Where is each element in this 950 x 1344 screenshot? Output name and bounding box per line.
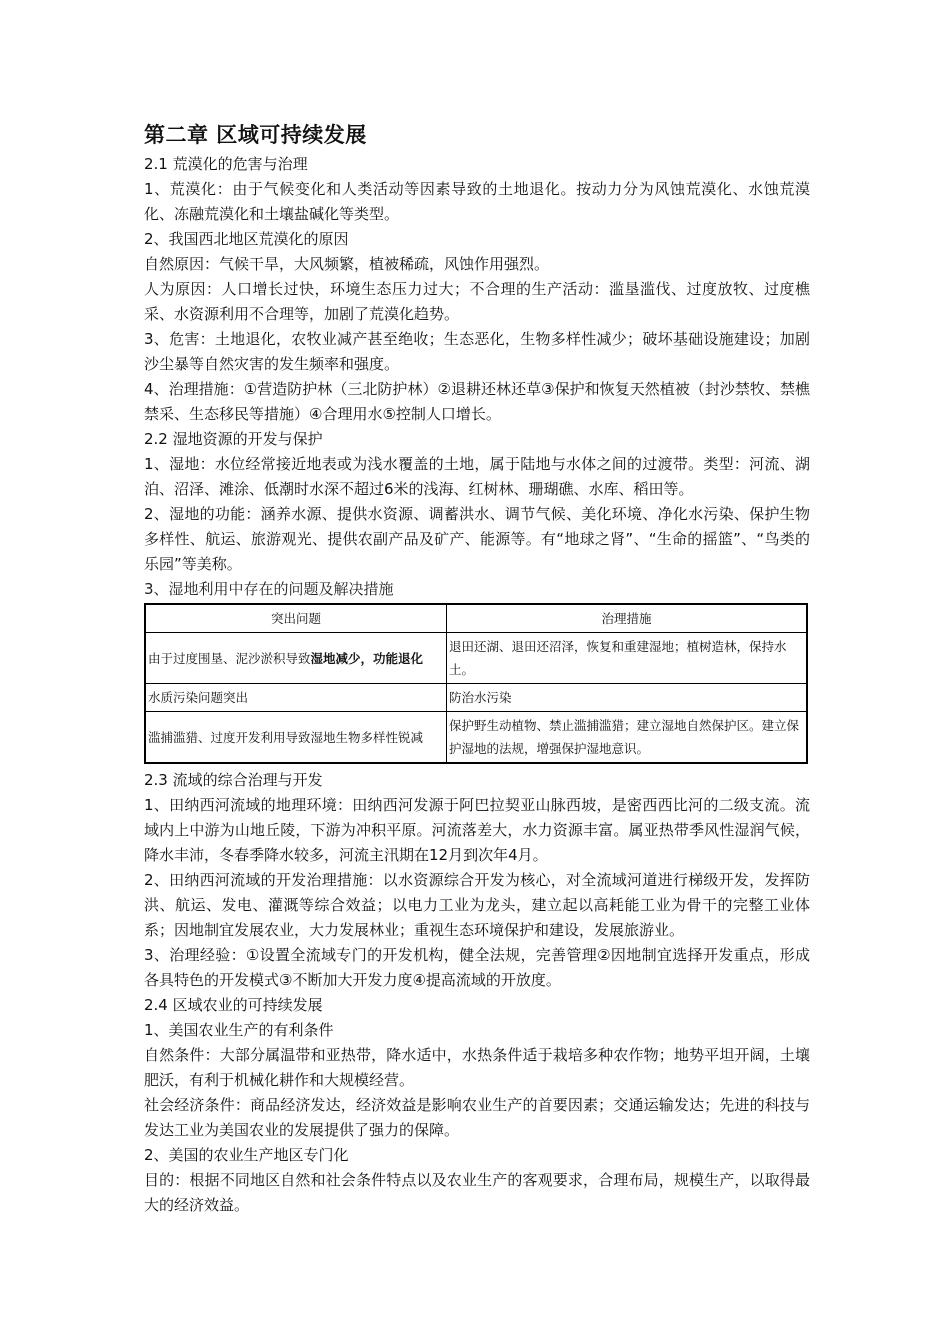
document-page: [144, 118, 810, 1218]
table-cell: 退田还湖、退田还沼泽，恢复和重建湿地；植树造林，保持水土。: [446, 633, 807, 684]
table-header-cell: 治理措施: [446, 604, 807, 633]
section-heading-2-4: 2.4 区域农业的可持续发展: [144, 996, 323, 1014]
paragraph: 3、治理经验：①设置全流域专门的开发机构，健全法规，完善管理②因地制宜选择开发重点，形成各具特色的开发模式③不断加大开发力度④提高流域的开放度。: [144, 946, 810, 989]
table-row: [145, 633, 807, 684]
table-cell: 水质污染问题突出: [145, 684, 446, 712]
paragraph: 1、湿地：水位经常接近地表或为浅水覆盖的土地，属于陆地与水体之间的过渡带。类型：河流、湖泊、沼泽、滩涂、低潮时水深不超过6米的浅海、红树林、珊瑚礁、水库、稻田等。: [144, 455, 810, 498]
wetland-issues-table: [144, 603, 808, 764]
paragraph: 自然原因：气候干旱，大风频繁，植被稀疏，风蚀作用强烈。: [144, 255, 550, 273]
table-row: [145, 712, 807, 764]
paragraph: 1、美国农业生产的有利条件: [144, 1021, 334, 1039]
paragraph: 人为原因：人口增长过快，环境生态压力过大；不合理的生产活动：滥垦滥伐、过度放牧、过度樵采、水资源利用不合理等，加剧了荒漠化趋势。: [144, 280, 810, 323]
paragraph: 1、荒漠化：由于气候变化和人类活动等因素导致的土地退化。按动力分为风蚀荒漠化、水蚀荒漠化、冻融荒漠化和土壤盐碱化等类型。: [144, 180, 810, 223]
paragraph: 2、田纳西河流域的开发治理措施：以水资源综合开发为核心，对全流域河道进行梯级开发，发挥防洪、航运、发电、灌溉等综合效益；以电力工业为龙头，建立起以高耗能工业为骨干的完整工业体系；因地制宜发展农业，大力发展林业；重视生态环境保护和建设，发展旅游业。: [144, 871, 810, 939]
paragraph: 社会经济条件：商品经济发达，经济效益是影响农业生产的首要因素；交通运输发达；先进的科技与发达工业为美国农业的发展提供了强力的保障。: [144, 1096, 810, 1139]
paragraph: 1、田纳西河流域的地理环境：田纳西河发源于阿巴拉契亚山脉西坡，是密西西比河的二级支流。流域内上中游为山地丘陵，下游为冲积平原。河流落差大，水力资源丰富。属亚热带季风性湿润气候，降水丰沛，冬春季降水较多，河流主汛期在12月到次年4月。: [144, 796, 810, 864]
paragraph: 4、治理措施：①营造防护林（三北防护林）②退耕还林还草③保护和恢复天然植被（封沙禁牧、禁樵禁采、生态移民等措施）④合理用水⑤控制人口增长。: [144, 380, 810, 423]
cell-text-bold: 湿地减少，功能退化: [310, 650, 424, 666]
chapter-title: 第二章 区域可持续发展: [144, 122, 367, 147]
table-cell: 滥捕滥猎、过度开发利用导致湿地生物多样性锐减: [145, 712, 446, 764]
paragraph: 2、湿地的功能：涵养水源、提供水资源、调蓄洪水、调节气候、美化环境、净化水污染、保护生物多样性、航运、旅游观光、提供农副产品及矿产、能源等。有“地球之肾”、“生命的摇篮”、“鸟类的乐园”等美称。: [144, 505, 810, 573]
paragraph: 目的：根据不同地区自然和社会条件特点以及农业生产的客观要求，合理布局，规模生产，以取得最大的经济效益。: [144, 1171, 810, 1214]
table-row: [145, 684, 807, 712]
table-cell: [145, 633, 446, 684]
table-cell: 防治水污染: [446, 684, 807, 712]
table-header-row: [145, 604, 807, 633]
table-header-cell: 突出问题: [145, 604, 446, 633]
paragraph: 3、危害：土地退化，农牧业减产甚至绝收；生态恶化，生物多样性减少；破坏基础设施建设；加剧沙尘暴等自然灾害的发生频率和强度。: [144, 330, 810, 373]
table-cell: 保护野生动植物、禁止滥捕滥猎；建立湿地自然保护区。建立保护湿地的法规，增强保护湿地意识。: [446, 712, 807, 764]
paragraph: 2、我国西北地区荒漠化的原因: [144, 230, 349, 248]
table-caption: 3、湿地利用中存在的问题及解决措施: [144, 580, 394, 598]
cell-text: 由于过度围垦、泥沙淤积导致: [148, 650, 311, 666]
section-heading-2-1: 2.1 荒漠化的危害与治理: [144, 155, 308, 173]
paragraph: 2、美国的农业生产地区专门化: [144, 1146, 349, 1164]
section-heading-2-2: 2.2 湿地资源的开发与保护: [144, 430, 323, 448]
section-heading-2-3: 2.3 流域的综合治理与开发: [144, 771, 323, 789]
paragraph: 自然条件：大部分属温带和亚热带，降水适中，水热条件适于栽培多种农作物；地势平坦开阔，土壤肥沃，有利于机械化耕作和大规模经营。: [144, 1046, 810, 1089]
